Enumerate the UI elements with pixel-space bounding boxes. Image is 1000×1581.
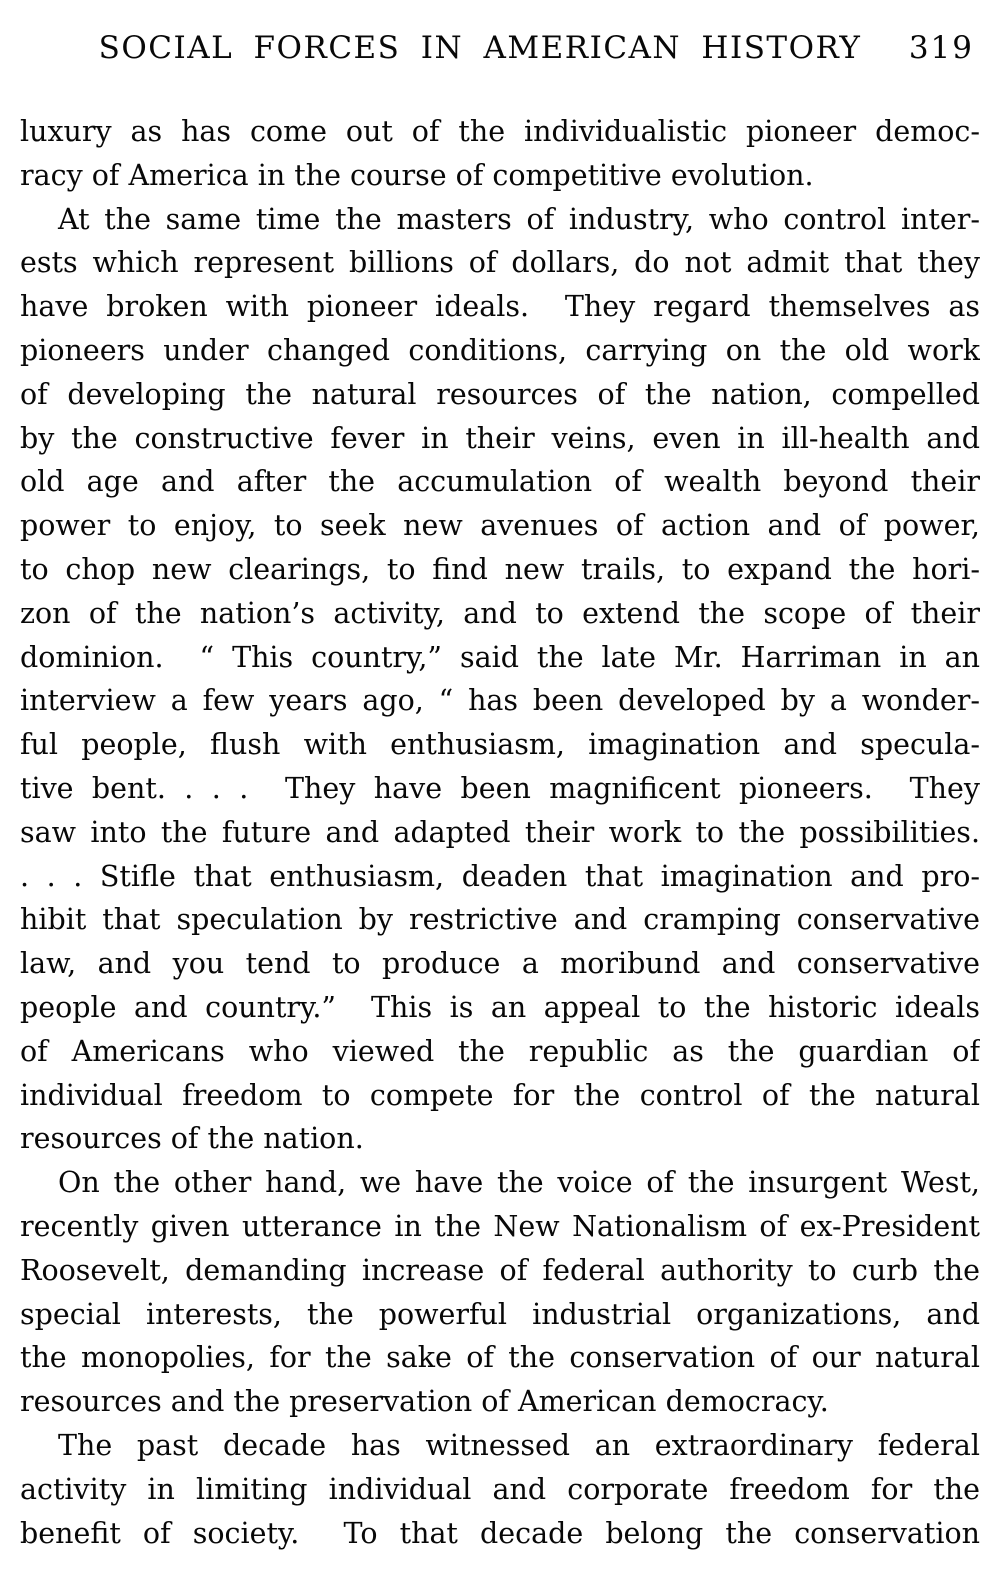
text-line: The past decade has witnessed an extraordinary federal: [58, 1428, 980, 1462]
running-title: SOCIAL FORCES IN AMERICAN HISTORY: [98, 30, 862, 66]
page-number: 319: [908, 30, 974, 66]
text-line: have broken with pioneer ideals. They regard themselves as: [20, 290, 980, 324]
text-line: people and country.” This is an appeal to the historic ideals: [20, 990, 980, 1024]
text-line: individual freedom to compete for the control of the natural: [20, 1078, 980, 1112]
text-line: resources of the nation.: [20, 1122, 364, 1156]
text-line: ests which represent billions of dollars, do not admit that they: [20, 246, 980, 280]
text-line: zon of the nation’s activity, and to extend the scope of their: [20, 596, 980, 630]
paragraph: [20, 1161, 980, 1424]
text-line: special interests, the powerful industrial organizations, and: [20, 1297, 980, 1331]
text-line: law, and you tend to produce a moribund and conservative: [20, 947, 980, 981]
paragraph: [20, 110, 980, 198]
text-line: On the other hand, we have the voice of the insurgent West,: [58, 1166, 980, 1200]
page-body: [20, 110, 980, 1555]
text-line: power to enjoy, to seek new avenues of action and of power,: [20, 509, 980, 543]
text-line: recently given utterance in the New Nationalism of ex-President: [20, 1209, 980, 1243]
text-line: Roosevelt, demanding increase of federal authority to curb the: [20, 1253, 980, 1287]
text-line: of Americans who viewed the republic as the guardian of: [20, 1034, 980, 1068]
text-line: racy of America in the course of competitive evolution.: [20, 158, 814, 192]
text-line: to chop new clearings, to find new trails, to expand the hori-: [20, 552, 980, 586]
page-header: [20, 30, 980, 72]
paragraph: [20, 1424, 980, 1555]
text-line: luxury as has come out of the individualistic pioneer democ-: [20, 115, 980, 148]
text-line: tive bent. . . . They have been magnificent pioneers. They: [20, 771, 980, 805]
text-line: . . . Stifle that enthusiasm, deaden that imagination and pro-: [20, 859, 980, 893]
text-line: old age and after the accumulation of wealth beyond their: [20, 465, 980, 499]
text-line: pioneers under changed conditions, carrying on the old work: [20, 333, 980, 367]
text-line: saw into the future and adapted their work to the possibilities.: [20, 815, 980, 849]
text-line: benefit of society. To that decade belong the conservation: [20, 1516, 980, 1550]
text-line: dominion. “ This country,” said the late Mr. Harriman in an: [20, 640, 980, 674]
text-line: resources and the preservation of American democracy.: [20, 1385, 829, 1419]
text-line: by the constructive fever in their veins, even in ill-health and: [20, 421, 980, 455]
text-line: ful people, flush with enthusiasm, imagination and specula-: [20, 728, 980, 762]
text-line: of developing the natural resources of the nation, compelled: [20, 377, 980, 411]
text-line: At the same time the masters of industry, who control inter-: [58, 202, 980, 236]
text-line: hibit that speculation by restrictive and cramping conservative: [20, 903, 980, 937]
paragraph: [20, 198, 980, 1162]
text-line: interview a few years ago, “ has been developed by a wonder-: [20, 684, 980, 718]
text-line: activity in limiting individual and corporate freedom for the: [20, 1472, 980, 1506]
text-line: the monopolies, for the sake of the conservation of our natural: [20, 1341, 980, 1375]
